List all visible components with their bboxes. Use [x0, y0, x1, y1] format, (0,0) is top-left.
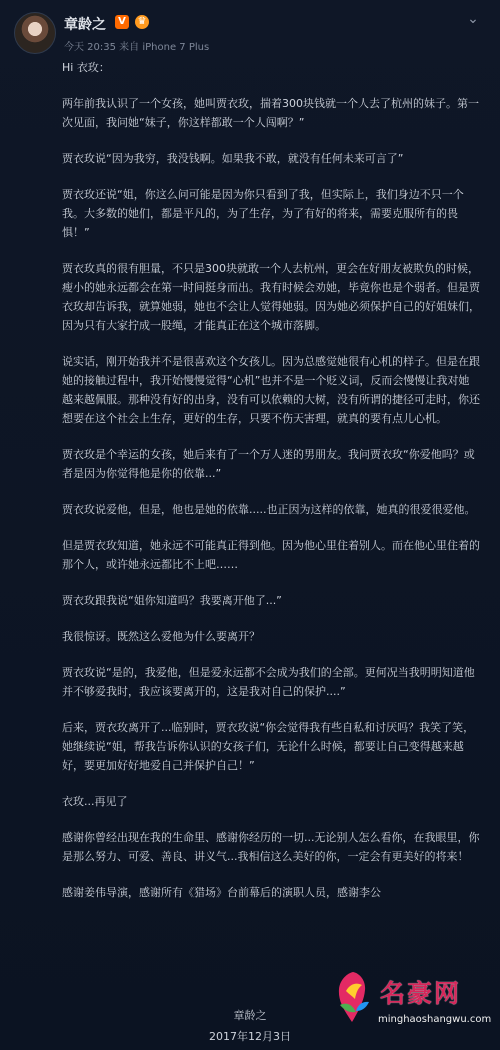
post-paragraph: 贾衣玫跟我说“姐你知道吗？我要离开他了...”	[62, 594, 282, 607]
post-header	[14, 10, 486, 56]
post-paragraph: 两年前我认识了一个女孩，她叫贾衣玫，揣着300块钱就一个人去了杭州的妹子。第一次见面，我问她“妹子，你这样都敢一个人闯啊？”	[62, 97, 479, 129]
post-paragraph: 感谢你曾经出现在我的生命里、感谢你经历的一切...无论别人怎么看你，在我眼里，你是那么努力、可爱、善良、讲义气...我相信这么美好的你，一定会有更美好的将来！	[62, 831, 480, 863]
watermark-url: minghaoshangwu.com	[378, 1014, 492, 1025]
post-paragraph: 后来，贾衣玫离开了...临别时，贾衣玫说“你会觉得我有些自私和讨厌吗？我笑了笑，她继续说“姐，帮我告诉你认识的女孩子们，无论什么时候，都要让自己变得越来越好，要更加好好地爱自己并保护自己！”	[62, 721, 475, 772]
member-crown-icon: ♛	[135, 15, 149, 29]
verified-v-icon: V	[115, 15, 129, 29]
signature-date: 2017年12月3日	[209, 1030, 291, 1043]
post-paragraph: 说实话，刚开始我并不是很喜欢这个女孩儿。因为总感觉她很有心机的样子。但是在跟她的接触过程中，我开始慢慢觉得“心机”也并不是一个贬义词，反而会慢慢让我对她越来越佩服。那种没有好的出身，没有可以依赖的大树，没有所谓的捷径可走时，你还想要在这个社会上生存，更好的生存，只要不伤天害理，就真的要有点儿心机。	[62, 355, 480, 425]
post-paragraph: 我很惊讶。既然这么爱他为什么要离开？	[62, 630, 260, 643]
post-paragraph: 贾衣玫说“因为我穷，我没钱啊。如果我不敢，就没有任何未来可言了”	[62, 152, 404, 165]
post-paragraph: 贾衣玫还说“姐，你这么问可能是因为你只看到了我，但实际上，我们身边不只一个我。大多数的她们，都是平凡的，为了生存，为了有好的将来，需要克服所有的畏惧！”	[62, 188, 464, 239]
post-body	[62, 58, 480, 919]
post-paragraph: 感谢姜伟导演，感谢所有《猎场》台前幕后的演职人员，感谢李公	[62, 886, 381, 899]
post-paragraph: 但是贾衣玫知道，她永远不可能真正得到他。因为他心里住着别人。而在他心里住着的那个人，或许她永远都比不上吧……	[62, 539, 480, 571]
chevron-down-icon[interactable]: ⌄	[467, 11, 479, 27]
post-paragraph: 贾衣玫是个幸运的女孩，她后来有了一个万人迷的男朋友。我问贾衣玫“你爱他吗？或者是因为你觉得他是你的依靠...”	[62, 448, 475, 480]
signature-name: 章龄之	[233, 1009, 267, 1022]
post-paragraph: 贾衣玫说爱他，但是，他也是她的依靠.....也正因为这样的依靠，她真的很爱很爱他。	[62, 503, 476, 516]
watermark-title: 名豪网	[380, 979, 462, 1008]
avatar[interactable]	[14, 12, 56, 54]
post-paragraph: Hi 衣玫：	[62, 61, 110, 74]
author-name[interactable]: 章龄之	[64, 17, 106, 33]
post-paragraph: 贾衣玫说“是的，我爱他，但是爱永远都不会成为我们的全部。更何况当我明明知道他并不够爱我时，我应该要离开的，这是我对自己的保护....”	[62, 666, 475, 698]
post-paragraph: 贾衣玫真的很有胆量，不只是300块就敢一个人去杭州，更会在好朋友被欺负的时候，瘦小的她永远都会在第一时间挺身而出。我有时候会劝她，毕竟你也是个弱者。但是贾衣玫却告诉我，就算她弱，她也不会让人觉得她弱。因为她必须保护自己的好姐妹们，因为只有大家拧成一股绳，才能真正在这个城市落脚。	[62, 262, 480, 332]
post-paragraph: 衣玫...再见了	[62, 795, 128, 808]
post-meta: 今天 20:35 来自 iPhone 7 Plus	[64, 42, 210, 53]
